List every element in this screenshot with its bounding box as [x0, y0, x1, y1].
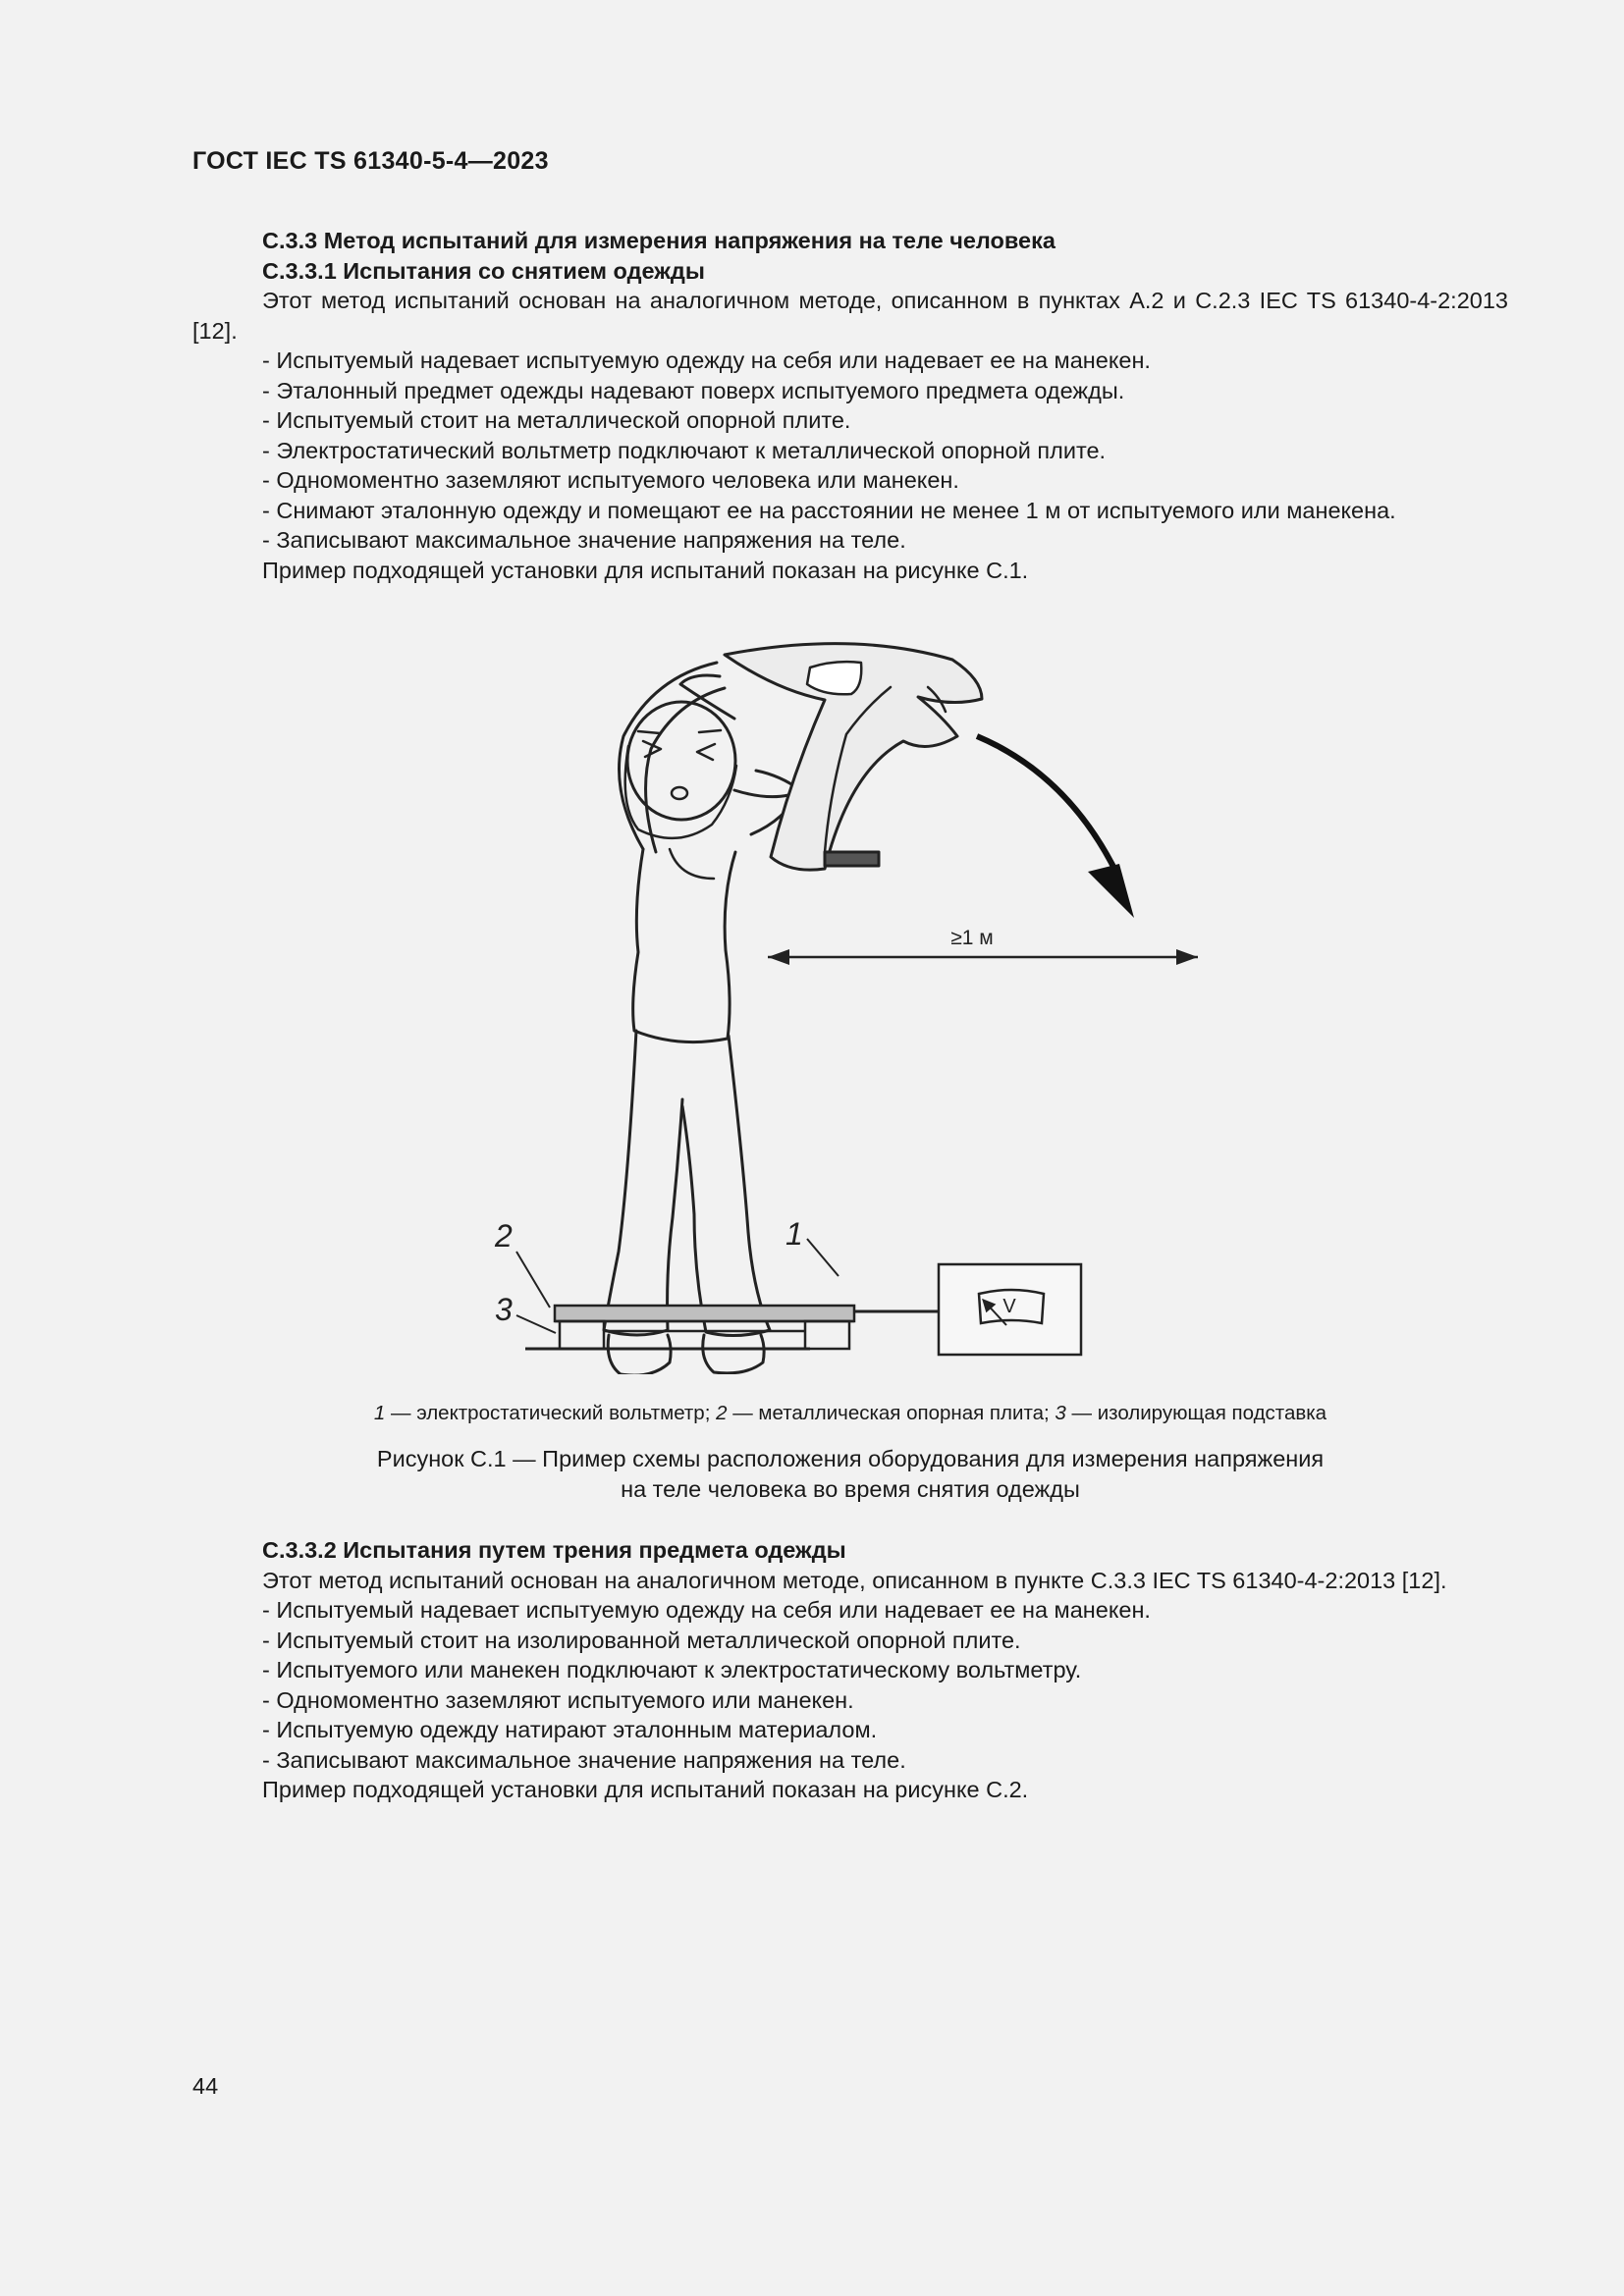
figure-caption: [192, 1444, 1508, 1505]
reference-garment: [725, 644, 982, 871]
list-item: - Одномоментно заземляют испытуемого или манекен.: [192, 1685, 1508, 1716]
figure-caption-line1: Рисунок С.1 — Пример схемы расположения оборудования для измерения напряжения: [376, 1446, 1325, 1471]
legend-num-3: 3: [1055, 1402, 1066, 1424]
section-c332-title: С.3.3.2 Испытания путем трения предмета одежды: [262, 1537, 846, 1563]
list-item: - Записывают максимальное значение напряжения на теле.: [192, 525, 1508, 556]
figure-c1: [471, 628, 1257, 1374]
section-c33: [192, 226, 1508, 585]
meter-symbol: V: [1002, 1296, 1016, 1317]
figure-caption-line2: на теле человека во время снятия одежды: [621, 1476, 1080, 1502]
page-number: 44: [192, 2073, 219, 2099]
list-item: - Испытуемый надевает испытуемую одежду на себя или надевает ее на манекен.: [192, 1595, 1508, 1626]
legend-num-1: 1: [373, 1402, 386, 1424]
callout-3: 3: [495, 1292, 513, 1327]
list-item: - Записывают максимальное значение напряжения на теле.: [192, 1745, 1508, 1776]
person-figure: [604, 663, 800, 1374]
list-item: - Испытуемого или манекен подключают к электростатическому вольтметру.: [192, 1655, 1508, 1685]
distance-label: ≥1 м: [950, 927, 994, 949]
person-head: [627, 702, 735, 820]
list-item: - Испытуемый стоит на металлической опорной плите.: [192, 405, 1508, 436]
list-item: - Испытуемый стоит на изолированной металлической опорной плите.: [192, 1626, 1508, 1656]
list-item: - Одномоментно заземляют испытуемого человека или манекен.: [192, 465, 1508, 496]
metal-support-plate: [555, 1306, 854, 1321]
section-c332: [192, 1535, 1508, 1805]
legend-text-3: — изолирующая подставка: [1065, 1402, 1327, 1424]
list-item: - Снимают эталонную одежду и помещают ее на расстоянии не менее 1 м от испытуемого или манекена.: [192, 496, 1508, 526]
arrowhead-icon: [1088, 864, 1134, 918]
figure-legend: [192, 1402, 1508, 1425]
callout-1: 1: [785, 1216, 803, 1252]
section-c331-title: С.3.3.1 Испытания со снятием одежды: [262, 257, 705, 284]
throw-arrow-icon: [977, 736, 1119, 879]
legend-text-1: — электростатический вольтметр;: [385, 1402, 717, 1424]
legend-num-2: 2: [716, 1402, 728, 1424]
section-c331-outro: Пример подходящей установки для испытаний показан на рисунке С.1.: [262, 557, 1029, 583]
legend-text-2: — металлическая опорная плита;: [727, 1402, 1056, 1424]
section-c332-list: [192, 1595, 1508, 1775]
list-item: - Эталонный предмет одежды надевают поверх испытуемого предмета одежды.: [192, 376, 1508, 406]
section-c331-intro: Этот метод испытаний основан на аналогичном методе, описанном в пунктах А.2 и С.2.3 IEC TS 61340-4-2:2013 [12].: [192, 288, 1508, 344]
section-c332-intro: Этот метод испытаний основан на аналогичном методе, описанном в пункте С.3.3 IEC TS 61340-4-2:2013 [12].: [262, 1567, 1447, 1593]
list-item: - Электростатический вольтметр подключают к металлической опорной плите.: [192, 436, 1508, 466]
section-c332-outro: Пример подходящей установки для испытаний показан на рисунке С.2.: [262, 1777, 1029, 1802]
callout-2: 2: [495, 1218, 513, 1254]
section-c331-list: [192, 346, 1508, 556]
list-item: - Испытуемый надевает испытуемую одежду на себя или надевает ее на манекен.: [192, 346, 1508, 376]
section-c33-title: С.3.3 Метод испытаний для измерения напряжения на теле человека: [262, 228, 1056, 253]
list-item: - Испытуемую одежду натирают эталонным материалом.: [192, 1715, 1508, 1745]
document-header: ГОСТ IEC TS 61340-5-4—2023: [192, 147, 549, 175]
